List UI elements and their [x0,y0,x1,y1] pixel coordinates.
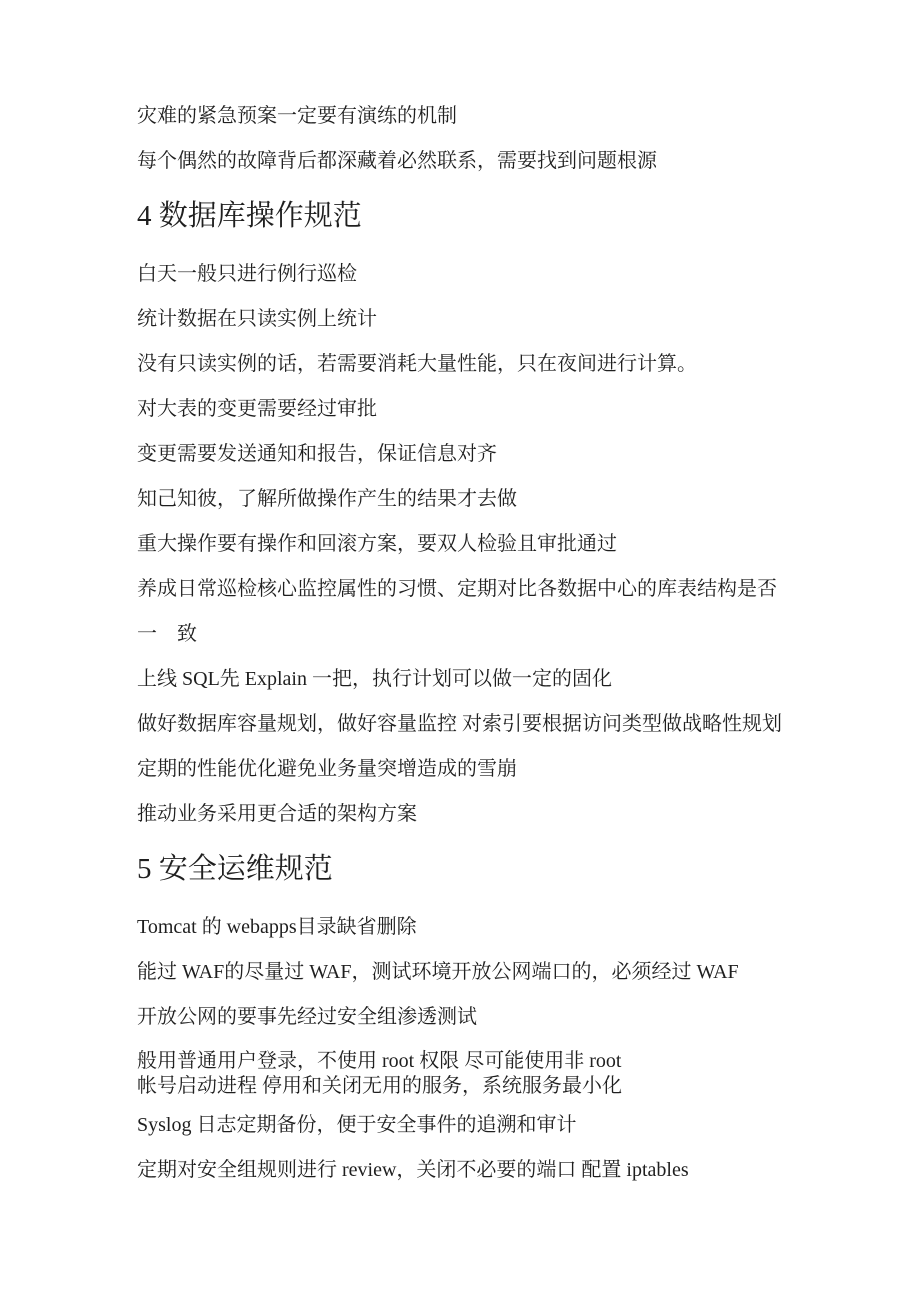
document-content [137,103,800,1183]
section-heading: 5 安全运维规范 [137,853,333,885]
paragraph-line: 没有只读实例的话，若需要消耗大量性能，只在夜间进行计算。 [137,353,697,375]
paragraph-line: 定期的性能优化避免业务量突增造成的雪崩 [137,758,517,780]
paragraph-line: 灾难的紧急预案一定要有演练的机制 [137,105,457,127]
paragraph-line: 白天一般只进行例行巡检 [137,263,357,285]
paragraph-line: 推动业务采用更合适的架构方案 [137,803,417,825]
paragraph-line: Tomcat 的 webapps目录缺省删除 [137,916,417,938]
paragraph-line: 变更需要发送通知和报告，保证信息对齐 [137,443,497,465]
paragraph-line: 做好数据库容量规划，做好容量监控 对索引要根据访问类型做战略性规划 [137,713,782,735]
paragraph-line: 能过 WAF的尽量过 WAF，测试环境开放公网端口的，必须经过 WAF [137,961,739,983]
paragraph-line: 帐号启动进程 停用和关闭无用的服务，系统服务最小化 [137,1075,622,1097]
paragraph-line: Syslog 日志定期备份，便于安全事件的追溯和审计 [137,1114,577,1136]
paragraph-line: 开放公网的要事先经过安全组渗透测试 [137,1006,477,1028]
paragraph-line: 每个偶然的故障背后都深藏着必然联系，需要找到问题根源 [137,150,657,172]
paragraph-line: 一 致 [137,623,197,645]
paragraph-line: 重大操作要有操作和回滚方案，要双人检验且审批通过 [137,533,617,555]
section-heading: 4 数据库操作规范 [137,200,362,232]
paragraph-line: 对大表的变更需要经过审批 [137,398,377,420]
paragraph-line: 知己知彼，了解所做操作产生的结果才去做 [137,488,517,510]
paragraph-line: 上线 SQL先 Explain 一把，执行计划可以做一定的固化 [137,668,612,690]
paragraph-line: 统计数据在只读实例上统计 [137,308,377,330]
paragraph-line: 定期对安全组规则进行 review，关闭不必要的端口 配置 iptables [137,1159,689,1181]
paragraph-line: 养成日常巡检核心监控属性的习惯、定期对比各数据中心的库表结构是否 [137,578,777,600]
paragraph-line: 般用普通用户登录，不使用 root 权限 尽可能使用非 root [137,1050,622,1072]
